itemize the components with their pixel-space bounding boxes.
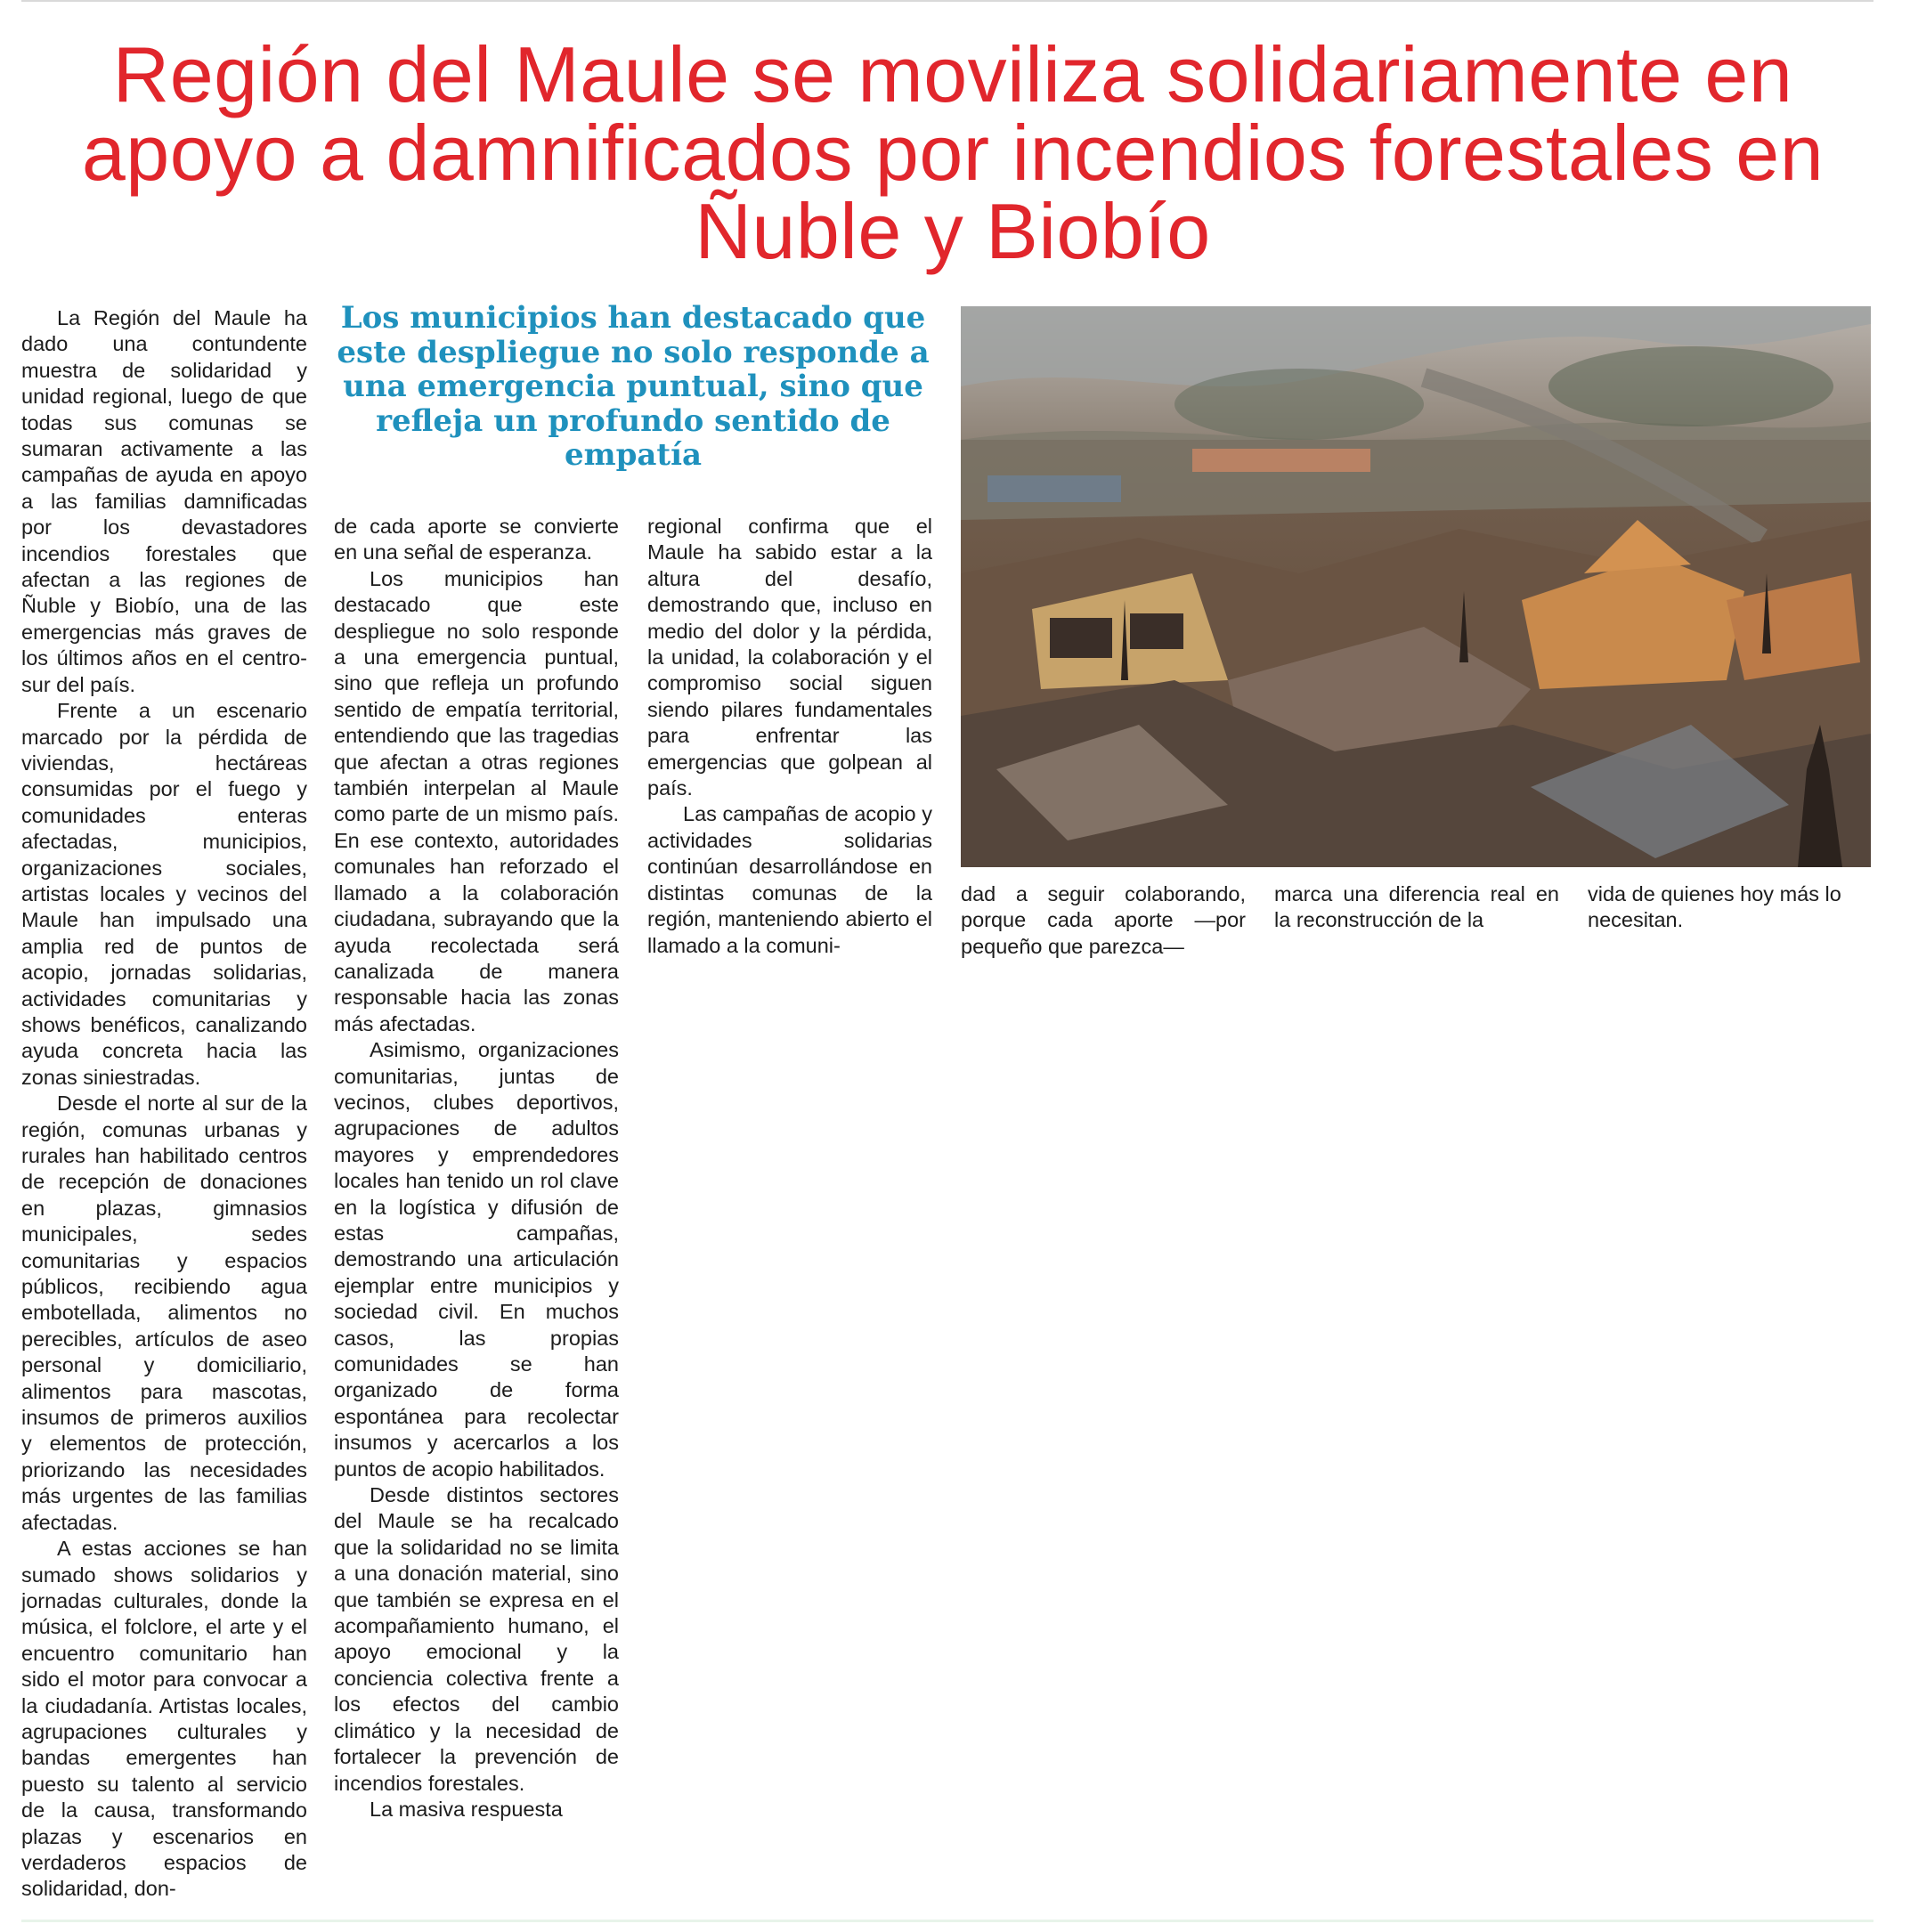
paragraph: A estas acciones se han sumado shows solidarios y jornadas culturales, donde la música, el folclore, el arte y el encuentro comunitario han sido el motor para convocar a la ciudadanía. Artistas locales, agrupaciones culturales y bandas emergentes han puesto su talento al servicio de la causa, transformando plazas y escenarios en verdaderos espacios de solidaridad, don- — [21, 1537, 307, 1901]
continuation-text-3: vida de quienes hoy más lo necesitan. — [1588, 882, 1841, 932]
paragraph: La Región del Maule ha dado una contundente muestra de solidaridad y unidad regional, luego de que todas sus comunas se sumaran activamente a las campañas de ayuda en apoyo a las familias damnificadas por los devastadores incendios forestales que afectan a las regiones de Ñuble y Biobío, una de las emergencias más graves de los últimos años en el centro-sur del país. — [21, 306, 307, 696]
pull-quote: Los municipios han destacado que este despliegue no solo responde a una emergencia puntual, sino que refleja un profundo sentido de empatía — [337, 300, 930, 473]
text-column-2 — [334, 514, 619, 1822]
headline: Región del Maule se moviliza solidariamente en apoyo a damnificados por incendios forestales en Ñuble y Biobío — [81, 30, 1825, 275]
paragraph: La masiva respuesta — [370, 1797, 563, 1821]
paragraph: Los municipios han destacado que este despliegue no solo responde a una emergencia puntual, sino que refleja un profundo sentido de empatía territorial, entendiendo que las tragedias que afectan a otras regiones también interpelan al Maule como parte de un mismo país. En ese contexto, autoridades comunales han reforzado el llamado a la colaboración ciudadana, subrayando que la ayuda recolectada será canalizada de manera responsable hacia las zonas más afectadas. — [334, 566, 619, 1035]
paragraph: regional confirma que el Maule ha sabido estar a la altura del desafío, demostrando que, incluso en medio del dolor y la pérdida, la unidad, la colaboración y el compromiso social siguen siendo pilares fundamentales para enfrentar las emergencias que golpean al país. — [647, 515, 932, 800]
bottom-rule — [21, 1920, 1873, 1922]
top-rule — [21, 0, 1873, 2]
paragraph: Desde el norte al sur de la región, comunas urbanas y rurales han habilitado centros de recepción de donaciones en plazas, gimnasios municipales, sedes comunitarias y espacios públicos, recibiendo agua embotellada, alimentos no perecibles, artículos de aseo personal y domiciliario, alimentos para mascotas, insumos de primeros auxilios y elementos de protección, priorizando las necesidades más urgentes de las familias afectadas. — [21, 1092, 307, 1534]
fire-damage-photo — [961, 306, 1871, 867]
text-column-3 — [647, 514, 932, 959]
photo-illustration — [961, 306, 1871, 867]
text-column-1 — [21, 305, 307, 1903]
continuation-text-1: dad a seguir colaborando, porque cada aporte —por pequeño que parezca— — [961, 882, 1246, 958]
paragraph: Las campañas de acopio y actividades solidarias continúan desarrollándose en distintas comunas de la región, manteniendo abierto el llamado a la comuni- — [647, 802, 932, 957]
paragraph: Asimismo, organizaciones comunitarias, juntas de vecinos, clubes deportivos, agrupaciones de adultos mayores y emprendedores locales han tenido un rol clave en la logística y difusión de estas campañas, demostrando una articulación ejemplar entre municipios y sociedad civil. En muchos casos, las propias comunidades se han organizado de forma espontánea para recolectar insumos y acercarlos a los puntos de acopio habilitados. — [334, 1038, 619, 1481]
paragraph: Desde distintos sectores del Maule se ha recalcado que la solidaridad no se limita a una donación material, sino que también se expresa en el acompañamiento humano, el apoyo emocional y la conciencia colectiva frente a los efectos del cambio climático y la necesidad de fortalecer la prevención de incendios forestales. — [334, 1483, 619, 1795]
paragraph: Frente a un escenario marcado por la pérdida de viviendas, hectáreas consumidas por el fuego y comunidades enteras afectadas, municipios, organizaciones sociales, artistas locales y vecinos del Maule han impulsado una amplia red de puntos de acopio, jornadas solidarias, actividades comunitarias y shows benéficos, canalizando ayuda concreta hacia las zonas siniestradas. — [21, 699, 307, 1089]
continuation-text-2: marca una diferencia real en la reconstrucción de la — [1274, 882, 1559, 932]
paragraph: de cada aporte se convierte en una señal de esperanza. — [334, 515, 619, 564]
